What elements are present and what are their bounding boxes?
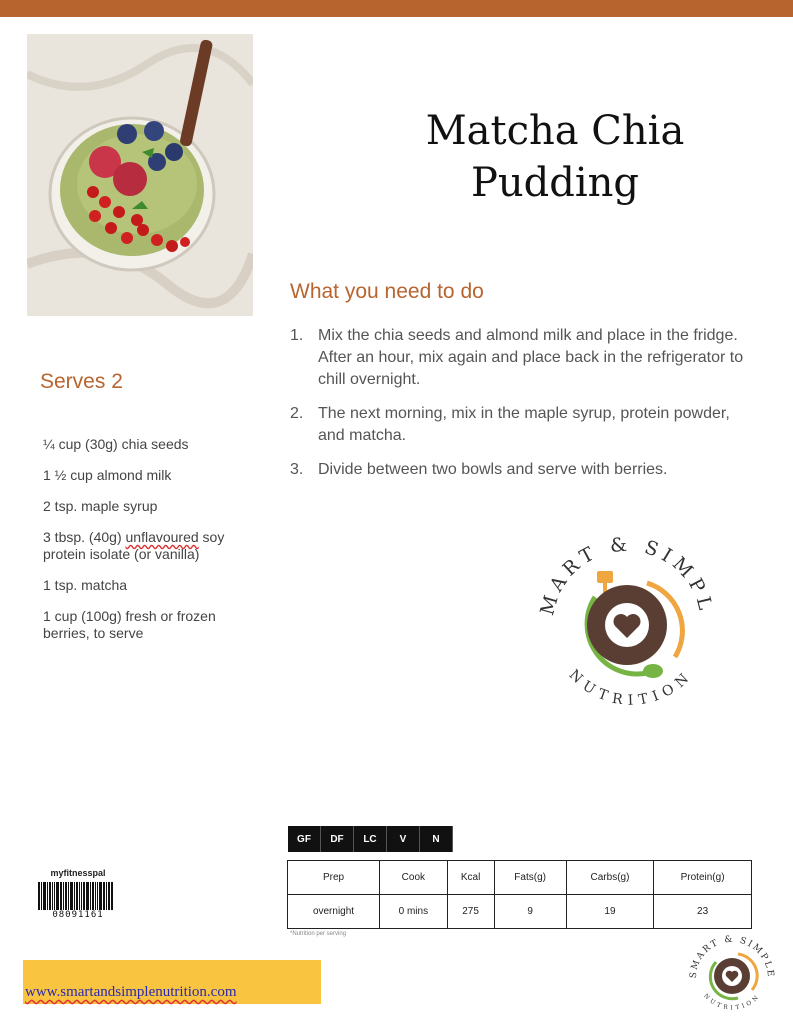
value-cell: overnight — [288, 895, 380, 929]
step-number: 3. — [290, 461, 304, 478]
recipe-title — [380, 105, 730, 209]
value-cell: 19 — [566, 895, 653, 929]
method-step — [290, 403, 750, 447]
recipe-title-line-2: Pudding — [470, 160, 640, 206]
header-cell: Prep — [288, 861, 380, 895]
header-cell: Cook — [380, 861, 448, 895]
method-step — [290, 459, 750, 481]
ingredient-item: 2 tsp. maple syrup — [43, 498, 158, 514]
table-header-row — [288, 861, 752, 895]
website-banner — [23, 960, 321, 1004]
header-cell: Fats(g) — [494, 861, 566, 895]
ingredient-item: ¼ cup (30g) chia seeds — [43, 436, 189, 452]
step-text: The next morning, mix in the maple syrup, protein powder, and matcha. — [318, 405, 730, 444]
nutrition-table — [287, 860, 752, 929]
barcode-icon — [38, 882, 118, 910]
diet-tag-gf: GF — [288, 826, 321, 852]
spellcheck-flagged-word: unflavoured — [125, 529, 199, 545]
ingredient-item: 1 tsp. matcha — [43, 577, 128, 593]
logo-top-text: MART & SIMPL — [536, 533, 718, 618]
step-number: 2. — [290, 405, 304, 422]
step-number: 1. — [290, 327, 304, 344]
spoon-icon — [643, 664, 663, 678]
method-heading: What you need to do — [290, 280, 484, 303]
diet-tag-df: DF — [321, 826, 354, 852]
method-steps — [290, 325, 750, 493]
serves-heading: Serves 2 — [40, 370, 123, 393]
value-cell: 23 — [654, 895, 752, 929]
nutrition-note: *Nutrition per serving — [290, 931, 347, 937]
header-cell: Protein(g) — [654, 861, 752, 895]
diet-tag-lc: LC — [354, 826, 387, 852]
barcode-number: 08091161 — [52, 910, 104, 920]
ingredients-list — [43, 436, 263, 656]
brand-logo-small — [688, 930, 776, 1018]
step-text: Mix the chia seeds and almond milk and place in the fridge. After an hour, mix again and place back in the refrigerator to chill overnight. — [318, 327, 744, 388]
table-row — [288, 895, 752, 929]
website-link[interactable]: www.smartandsimplenutrition.com — [25, 984, 237, 1000]
diet-tag-n: N — [420, 826, 453, 852]
top-accent-bar — [0, 0, 793, 17]
logo-small-bottom-text: NUTRITION — [702, 992, 762, 1012]
diet-tags — [288, 826, 453, 852]
ingredient-item: 1 ½ cup almond milk — [43, 467, 172, 483]
brand-logo — [535, 525, 720, 715]
ingredient-item — [43, 529, 263, 563]
value-cell: 9 — [494, 895, 566, 929]
ingredient-text: 3 tbsp. (40g) — [43, 529, 126, 545]
myfitnesspal-barcode — [38, 868, 118, 920]
logo-bottom-text: NUTRITION — [565, 666, 697, 709]
diet-tag-v: V — [387, 826, 420, 852]
header-cell: Carbs(g) — [566, 861, 653, 895]
svg-text:NUTRITION — [702, 992, 762, 1011]
myfitnesspal-label: myfitnesspal — [50, 868, 106, 878]
method-step — [290, 325, 750, 391]
ingredient-text: soy protein isolate (or vanilla) — [43, 529, 225, 562]
recipe-photo — [27, 34, 253, 316]
header-cell: Kcal — [447, 861, 494, 895]
ingredient-item: 1 cup (100g) fresh or frozen berries, to serve — [43, 608, 216, 641]
value-cell: 275 — [447, 895, 494, 929]
step-text: Divide between two bowls and serve with berries. — [318, 461, 668, 478]
value-cell: 0 mins — [380, 895, 448, 929]
logo-small-top-text: SMART & SIMPLE — [688, 934, 776, 979]
recipe-title-line-1: Matcha Chia — [425, 108, 685, 154]
